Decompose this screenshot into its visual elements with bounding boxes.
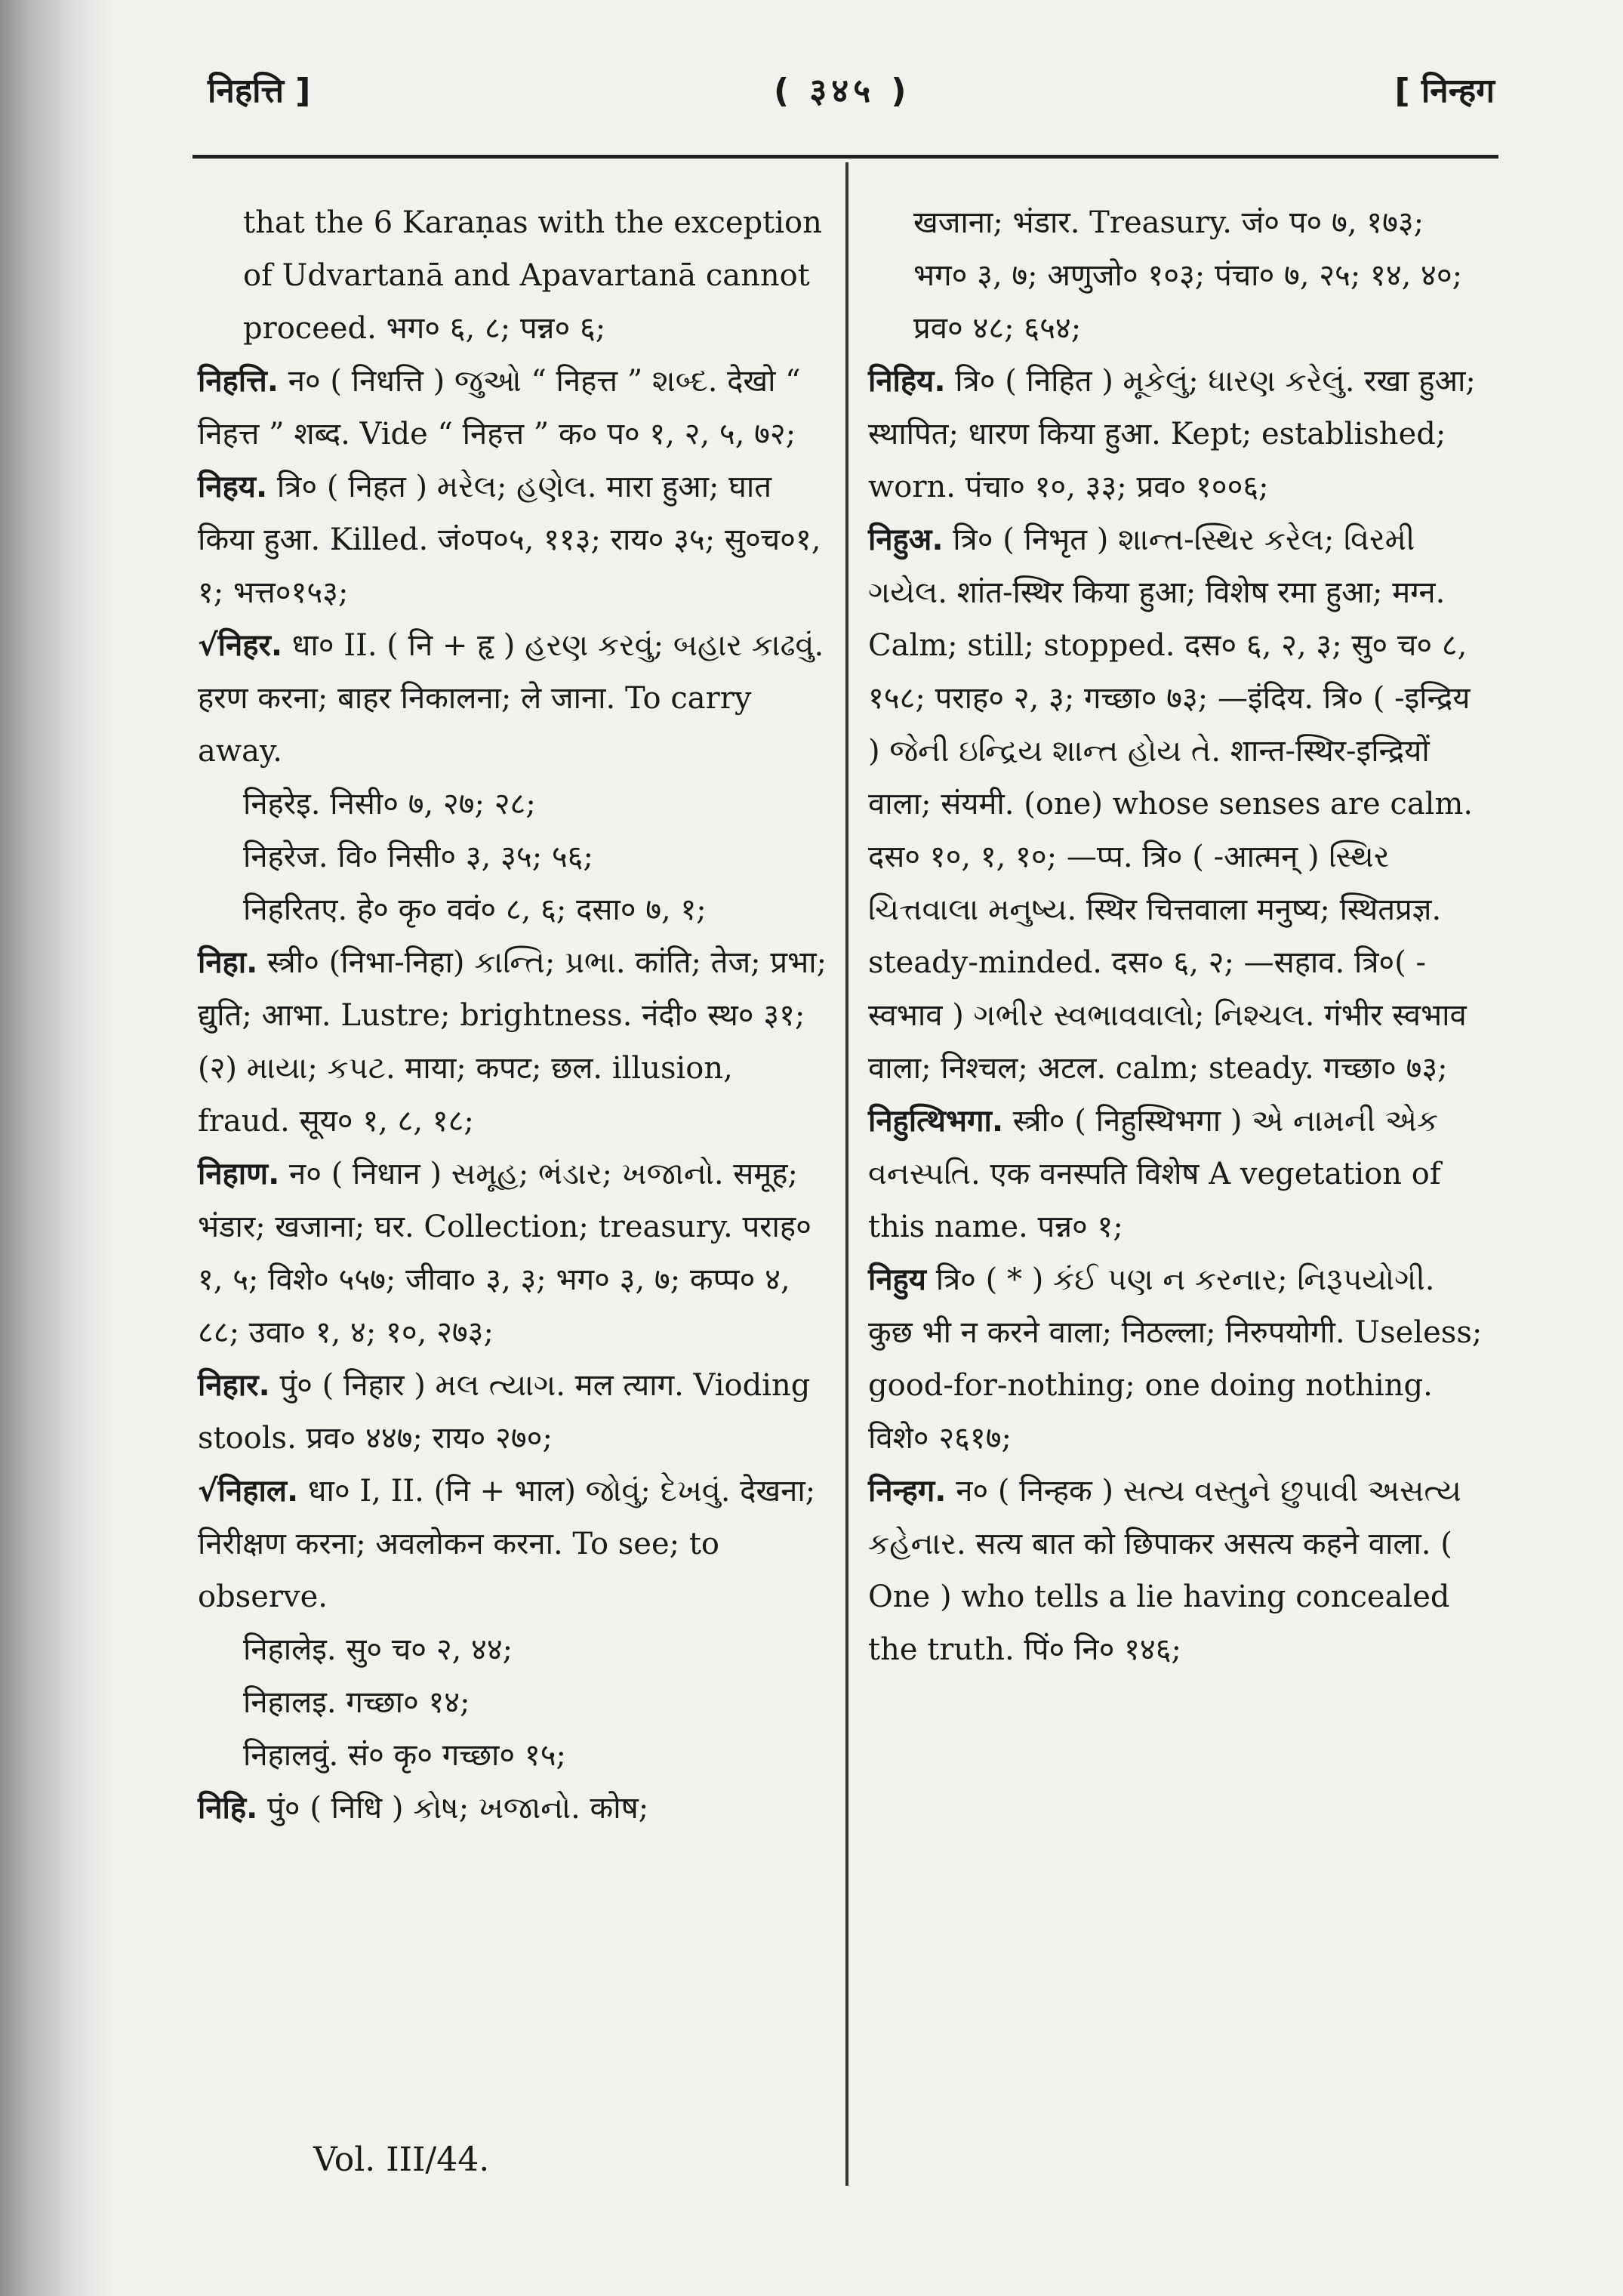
left-column — [198, 196, 832, 1835]
entry-headword: √निहर. — [198, 628, 283, 663]
dictionary-entry — [198, 1676, 832, 1729]
entry-text: स्त्री० (निभा-निहा) કાન્તિ; પ્રભા. कांति; तेज; प्रभा; द्युति; आभा. Lustre; brightness. नंदी० स्थ० ३१; (२) માયા; કપટ. माया; कपट; छल. illusion, fraud. सूय० १, ८, १८; — [198, 945, 827, 1139]
entry-text: पुं० ( निहार ) મલ ત્યાગ. मल त्याग. Vioding stools. प्रव० ४४७; राय० २७०; — [198, 1368, 811, 1456]
dictionary-entry — [198, 831, 832, 883]
page-number: ( ३४५ ) — [774, 72, 911, 110]
scan-edge-shadow — [0, 0, 113, 2296]
entry-headword: निहिय. — [868, 364, 946, 399]
entry-headword: निन्हग. — [868, 1474, 947, 1509]
dictionary-entry — [198, 778, 832, 831]
entry-headword: निहत्ति. — [198, 364, 279, 399]
dictionary-entry — [198, 196, 832, 355]
entry-text: पुं० ( निधि ) કોષ; ખજાનો. कोष; — [267, 1791, 649, 1826]
entry-text: निहालवुं. सं० कृ० गच्छा० १५; — [243, 1738, 566, 1773]
dictionary-entry — [198, 619, 832, 778]
right-column — [868, 196, 1487, 1676]
entry-headword: √निहाल. — [198, 1474, 299, 1509]
dictionary-entry — [868, 1465, 1487, 1676]
page-footer: Vol. III/44. — [313, 2140, 490, 2179]
entry-headword: निहा. — [198, 945, 258, 980]
dictionary-entry — [868, 196, 1487, 355]
dictionary-entry — [198, 355, 832, 461]
entry-headword: निहाण. — [198, 1157, 280, 1191]
entry-text: न० ( निन्हक ) સત્ય વસ્તુને છુપાવી અસત્ય કહેનાર. सत्य बात को छिपाकर असत्य कहने वाला. ( One ) who tells a lie having concealed the truth. पिं० नि० १४६; — [868, 1474, 1461, 1667]
dictionary-entry — [198, 1148, 832, 1359]
entry-headword: निहय. — [198, 470, 268, 504]
entry-text: निहरेज. वि० निसी० ३, ३५; ५६; — [243, 840, 593, 874]
entry-headword: निहुत्थिभगा. — [868, 1104, 1004, 1139]
entry-headword: निहुय — [868, 1262, 926, 1297]
dictionary-entry — [868, 355, 1487, 513]
entry-text: त्रि० ( निभृत ) શાન્ત-સ્થિર કરેલ; વિરમી ગયેલ. शांत-स्थिर किया हुआ; विशेष रमा हुआ; मग्न. Calm; still; stopped. दस० ६, २, ३; सु० च० ८, १५८; पराह० २, ३; गच्छा० ७३; —इंदिय. त्रि० ( -इन्द्रिय ) જેની ઇન્દ્રિય શાન્ત હોય તે. शान्त-स्थिर-इन्द्रियों वाला; संयमी. (one) whose senses are calm. दस० १०, १, १०; —प्प. त्रि० ( -आत्मन् ) સ્થિર ચિત્તવાલા મનુષ્ય. स्थिर चित्तवाला मनुष्य; स्थितप्रज्ञ. steady-minded. दस० ६, २; —सहाव. त्रि०( -स्वभाव ) ગભીર સ્વભાવવાલો; નિશ્ચલ. गंभीर स्वभाव वाला; निश्चल; अटल. calm; steady. गच्छा० ७३; — [868, 522, 1474, 1086]
entry-text: निहालेइ. सु० च० २, ४४; — [243, 1632, 513, 1667]
entry-text: धा० I, II. (नि + भाल) જોવું; દેખવું. देखना; निरीक्षण करना; अवलोकन करना. To see; to observe. — [198, 1474, 816, 1614]
entry-text: त्रि० ( निहत ) મરેલ; હણેલ. मारा हुआ; घात किया हुआ. Killed. जं०प०५, ११३; राय० ३५; सु०च०१, १; भत्त०१५३; — [198, 470, 821, 610]
header-right-guide-word: [ निन्हग — [1394, 72, 1495, 110]
dictionary-entry — [198, 461, 832, 619]
dictionary-entry — [198, 1782, 832, 1835]
dictionary-entry — [868, 1253, 1487, 1465]
entry-text: निहरेइ. निसी० ७, २७; २८; — [243, 787, 536, 821]
entry-text: धा० II. ( नि + हृ ) હરણ કરવું; બહાર કાઢવું. हरण करना; बाहर निकालना; ले जाना. To carry away. — [198, 628, 824, 769]
entry-headword: निहार. — [198, 1368, 270, 1403]
dictionary-entry — [868, 513, 1487, 1095]
entry-text: न० ( निधत्ति ) જુઓ “ निहत्त ” શબ્દ. देखो “ निहत्त ” शब्द. Vide “ निहत्त ” क० प० १, २, ५, ७२; — [198, 364, 801, 451]
entry-headword: निहुअ. — [868, 522, 944, 557]
dictionary-entry — [198, 1359, 832, 1465]
entry-text: निहालइ. गच्छा० १४; — [243, 1685, 470, 1720]
dictionary-entry — [198, 883, 832, 936]
entry-text: न० ( निधान ) સમૂહ; ભંડાર; ખજાનો. समूह; भंडार; खजाना; घर. Collection; treasury. पराह० १, ५; विशे० ५५७; जीवा० ३, ३; भग० ३, ७; कप्प० ४, ८८; उवा० १, ४; १०, २७३; — [198, 1157, 812, 1350]
dictionary-entry — [198, 936, 832, 1148]
header-left-guide-word: निहत्ति ] — [208, 72, 311, 110]
entry-text: स्त्री० ( निहुस्थिभगा ) એ નામની એક વનસ્પતિ. एक वनस्पति विशेष A vegetation of this name. पन्न० १; — [868, 1104, 1441, 1244]
entry-text: that the 6 Karaṇas with the exception of Udvartanā and Apavartanā cannot proceed. भग० ६, ८; पन्न० ६; — [243, 205, 822, 346]
entry-text: निहरितए. हे० कृ० ववं० ८, ६; दसा० ७, १; — [243, 892, 707, 927]
dictionary-entry — [198, 1623, 832, 1676]
dictionary-entry — [198, 1729, 832, 1782]
entry-text: त्रि० ( * ) કંઈ પણ ન કરનાર; નિરૂપયોગી. कुछ भी न करने वाला; निठल्ला; निरुपयोगी. Useless; good-for-nothing; one doing nothing. विशे० २६१७; — [868, 1262, 1483, 1456]
column-divider — [845, 162, 848, 2186]
entry-text: खजाना; भंडार. Treasury. जं० प० ७, १७३; भग० ३, ७; अणुजो० १०३; पंचा० ७, २५; १४, ४०; प्रव० ४८; ६५४; — [913, 205, 1463, 346]
entry-headword: निहि. — [198, 1791, 258, 1826]
entry-text: त्रि० ( निहित ) મૂકેલું; ધારણ કરેલું. रखा हुआ; स्थापित; धारण किया हुआ. Kept; established; worn. पंचा० १०, ३३; प्रव० १००६; — [868, 364, 1476, 504]
dictionary-entry — [198, 1465, 832, 1623]
page-header — [208, 66, 1495, 119]
dictionary-entry — [868, 1095, 1487, 1253]
header-rule — [192, 155, 1498, 159]
